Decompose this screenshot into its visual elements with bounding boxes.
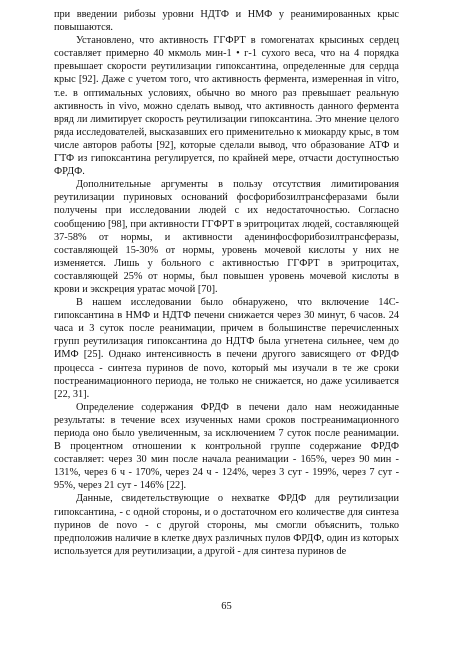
paragraph-frdf-content: Определение содержания ФРДФ в печени дало нам неожиданные результаты: в течение всех изученных нами сроков постреанимационного периода оно было увеличенным, за исключением 7 суток после реанимации. В процентном отношении к контрольной группе содержание ФРДФ составляет: через 30 мин после начала реанимации - 165%, через 90 мин - 131%, через 6 ч - 170%, через 24 ч - 124%, через 3 сут - 199%, через 7 сут - 95%, через 21 сут - 146% [22]. <box>54 401 399 492</box>
page-number: 65 <box>221 601 232 612</box>
paragraph-frdf-pools: Данные, свидетельствующие о нехватке ФРДФ для реутилизации гипоксантина, - с одной стороны, и о достаточном его количестве для синтеза пуринов de novo - с другой стороны, мы смогли объяснить, только предположив наличие в клетке двух различных пулов ФРДФ, один из которых используется для реутилизации, а другой - для синтеза пуринов de <box>54 493 399 557</box>
paragraph-continuation: при введении рибозы уровни НДТФ и НМФ у реанимированных крыс повышаются. <box>54 9 399 34</box>
paragraph-ggfrt-activity: Установлено, что активность ГГФРТ в гомогенатах крысиных сердец составляет примерно 40 мкмоль мин-1 • г-1 сухого веса, что на 4 порядка превышает скорости реутилизации гипоксантина, определенные для сердца крыс [92]. Даже с учетом того, что активность фермента, измеренная in vitro, т.е. в оптимальных условиях, обычно во много раз превышает реальную активность in vivo, можно сделать вывод, что активность данного фермента вряд ли лимитирует скорость реутилизации гипоксантина. Это мнение целого ряда исследователей, высказавших его применительно к миокарду крыс, в том числе авторов работы [92], которые сделали вывод, что образование АТФ и ГТФ из гипоксантина регулируется, по крайней мере, отчасти доступностью ФРДФ. <box>54 35 399 178</box>
paragraph-our-study: В нашем исследовании было обнаружено, что включение 14С-гипоксантина в НМФ и НДТФ печени снижается через 30 минут, 6 часов. 24 часа и 3 суток после реанимации, причем в большинстве перечисленных групп реутилизация гипоксантина до НДТФ была угнетена сильнее, чем до ИМФ [25]. Однако интенсивность в печени другого зависящего от ФРДФ процесса - синтеза пуринов de novo, который мы изучали в те же сроки постреанимационного периода, не только не снижается, но даже усиливается [22, 31]. <box>54 297 399 400</box>
paragraph-additional-arguments: Дополнительные аргументы в пользу отсутствия лимитирования реутилизации пуриновых оснований фосфорибозилтрансферазами были получены при исследовании людей с их недостаточностью. Согласно сообщению [98], при активности ГГФРТ в эритроцитах людей, составляющей 37-58% от нормы, и активности аденинфосфорибозилтрансферазы, составляющей 15-30% от нормы, уровень мочевой кислоты у них не изменяется. Лишь у больного с активностью ГГФРТ в эритроцитах, составляющей 25% от нормы, был повышен уровень мочевой кислоты в крови и экскреция уратас мочой [70]. <box>54 179 399 295</box>
